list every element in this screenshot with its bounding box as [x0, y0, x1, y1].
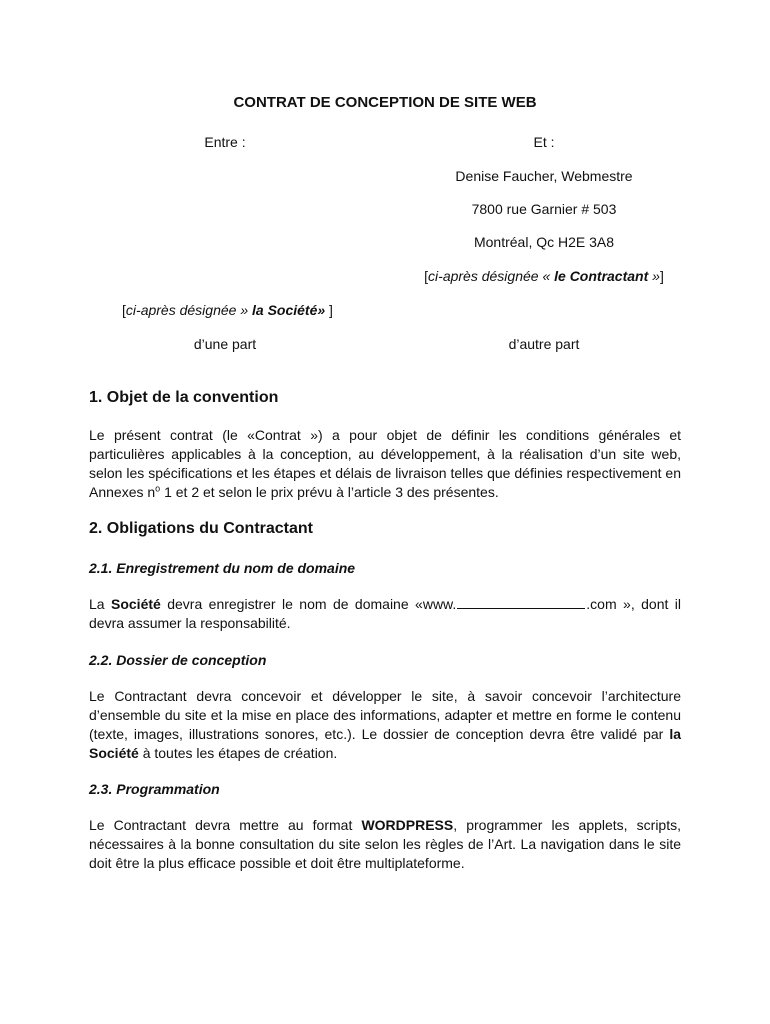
party-left-side: d’une part: [193, 336, 257, 352]
section1-paragraph: Le présent contrat (le «Contrat ») a pour objet de définir les conditions générales et particulières applicables à la conception, au développement, à la réalisation d’un site web, selon les spécifications et les étapes et délais de livraison telles que définies respectivement en Annexes $n^o$ 1 et 2 et selon le prix prévu à l’article 3 des présentes.: [89, 427, 681, 500]
contractor-designation: [ci-après désignée « le Contractant »]: [424, 268, 664, 284]
section2-1-paragraph: La Société devra enregistrer le nom de domaine «www. .com », dont il devra assumer la responsabilité.: [89, 596, 682, 631]
contractor-address-line2: Montréal, Qc H2E 3A8: [473, 234, 615, 250]
domain-blank-line: [457, 597, 585, 609]
section2-heading: 2. Obligations du Contractant: [89, 520, 314, 537]
section2-2-heading: 2.2. Dossier de conception: [89, 652, 267, 668]
section2-3-paragraph: Le Contractant devra mettre au format WORDPRESS, programmer les applets, scripts, nécessaires à la bonne consultation du site selon les règles de l’Art. La navigation dans le site doit être la plus efficace possible et doit être multiplateforme.: [89, 817, 681, 871]
party-left-heading: Entre :: [204, 134, 246, 150]
section2-3-heading: 2.3. Programmation: [89, 781, 220, 797]
contractor-address-line1: 7800 rue Garnier # 503: [471, 201, 617, 217]
section2-2-paragraph: Le Contractant devra concevoir et développer le site, à savoir concevoir l’architecture d’ensemble du site et la mise en place des informations, adapter et mettre en forme le contenu (texte, images, illustrations sonores, etc.). Le dossier de conception devra être validé par la Société à toutes les étapes de création.: [89, 688, 681, 761]
company-designation: [ci-après désignée » la Société» ]: [122, 302, 333, 318]
section1-heading: 1. Objet de la convention: [89, 389, 279, 406]
party-right-side: d’autre part: [508, 336, 580, 352]
document-title: CONTRAT DE CONCEPTION DE SITE WEB: [233, 94, 537, 111]
party-right-heading: Et :: [533, 134, 555, 150]
section2-1-heading: 2.1. Enregistrement du nom de domaine: [89, 560, 356, 576]
contractor-name: Denise Faucher, Webmestre: [455, 168, 633, 184]
